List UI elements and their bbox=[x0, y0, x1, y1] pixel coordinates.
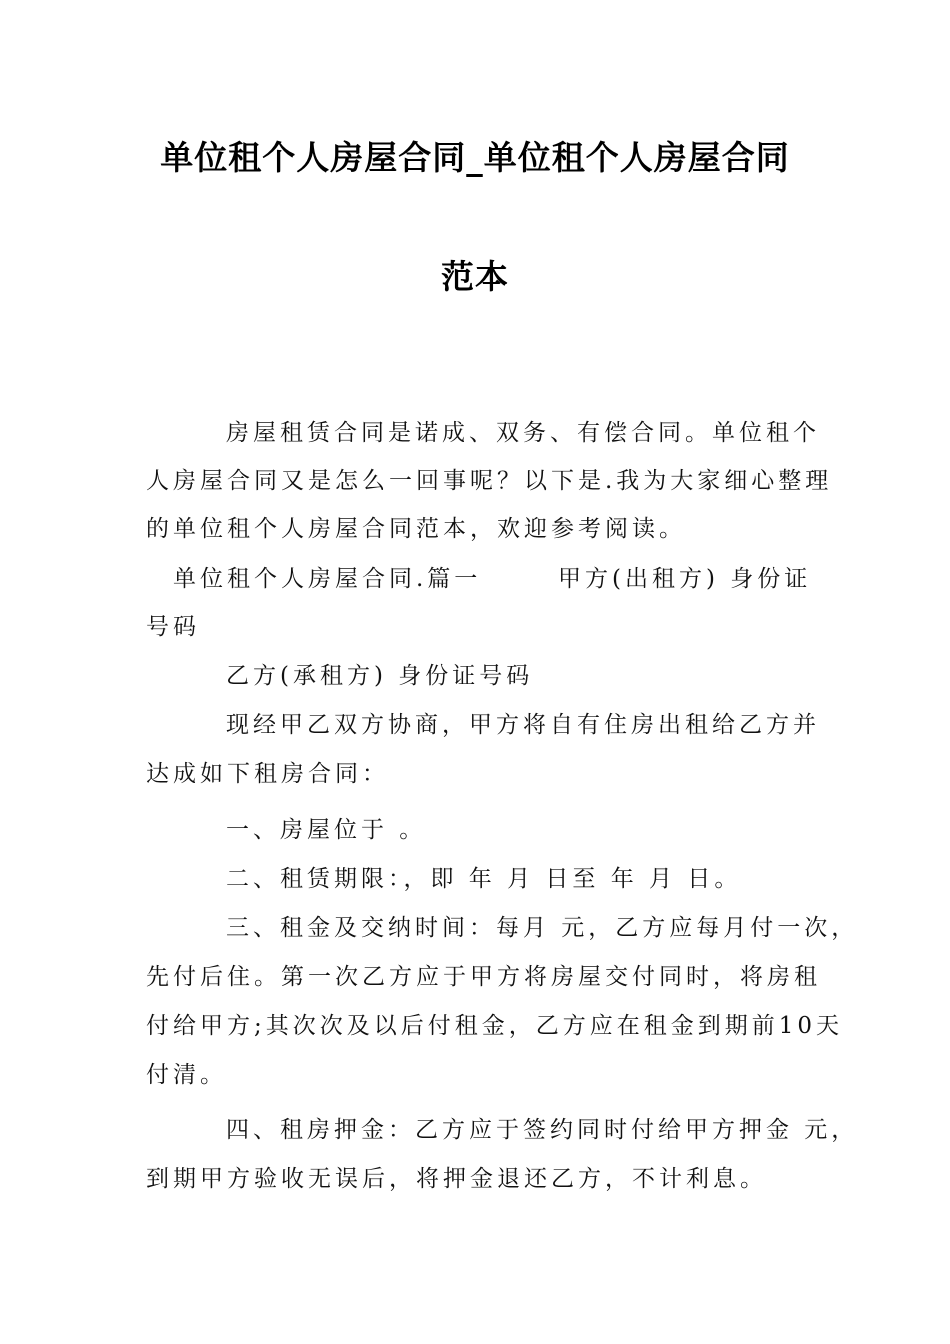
clause-1-location: 一、房屋位于 。 bbox=[226, 817, 427, 843]
clause-2-term: 二、租赁期限：，即 年 月 日至 年 月 日。 bbox=[226, 866, 742, 892]
document-title-line-1: 单位租个人房屋合同_单位租个人房屋合同 bbox=[160, 138, 790, 177]
paragraph-intro-line-3: 的单位租个人房屋合同范本，欢迎参考阅读。 bbox=[146, 516, 686, 542]
paragraph-agreement-line-1: 现经甲乙双方协商，甲方将自有住房出租给乙方并 bbox=[226, 712, 820, 738]
paragraph-agreement-line-2: 达成如下租房合同： bbox=[146, 761, 389, 787]
section-heading: 单位租个人房屋合同.篇一 bbox=[173, 566, 482, 592]
clause-3-rent-line-2: 先付后住。第一次乙方应于甲方将房屋交付同时，将房租 bbox=[146, 964, 821, 990]
paragraph-intro-line-2: 人房屋合同又是怎么一回事呢？以下是.我为大家细心整理 bbox=[146, 468, 833, 494]
clause-4-deposit-line-1: 四、租房押金：乙方应于签约同时付给甲方押金 元， bbox=[226, 1117, 859, 1143]
party-a-label: 甲方(出租方) 身份证 bbox=[558, 566, 812, 592]
clause-4-deposit-line-2: 到期甲方验收无误后，将押金退还乙方，不计利息。 bbox=[146, 1166, 767, 1192]
clause-3-rent-line-4: 付清。 bbox=[146, 1062, 227, 1088]
clause-3-rent-line-3: 付给甲方;其次次及以后付租金，乙方应在租金到期前10天 bbox=[146, 1013, 844, 1039]
party-a-id-label: 号码 bbox=[146, 614, 200, 640]
paragraph-intro-line-1: 房屋租赁合同是诺成、双务、有偿合同。单位租个 bbox=[226, 420, 820, 446]
document-title-line-2: 范本 bbox=[441, 257, 509, 296]
party-b-label: 乙方(承租方) 身份证号码 bbox=[226, 663, 534, 689]
clause-3-rent-line-1: 三、租金及交纳时间：每月 元，乙方应每月付一次， bbox=[226, 915, 859, 941]
